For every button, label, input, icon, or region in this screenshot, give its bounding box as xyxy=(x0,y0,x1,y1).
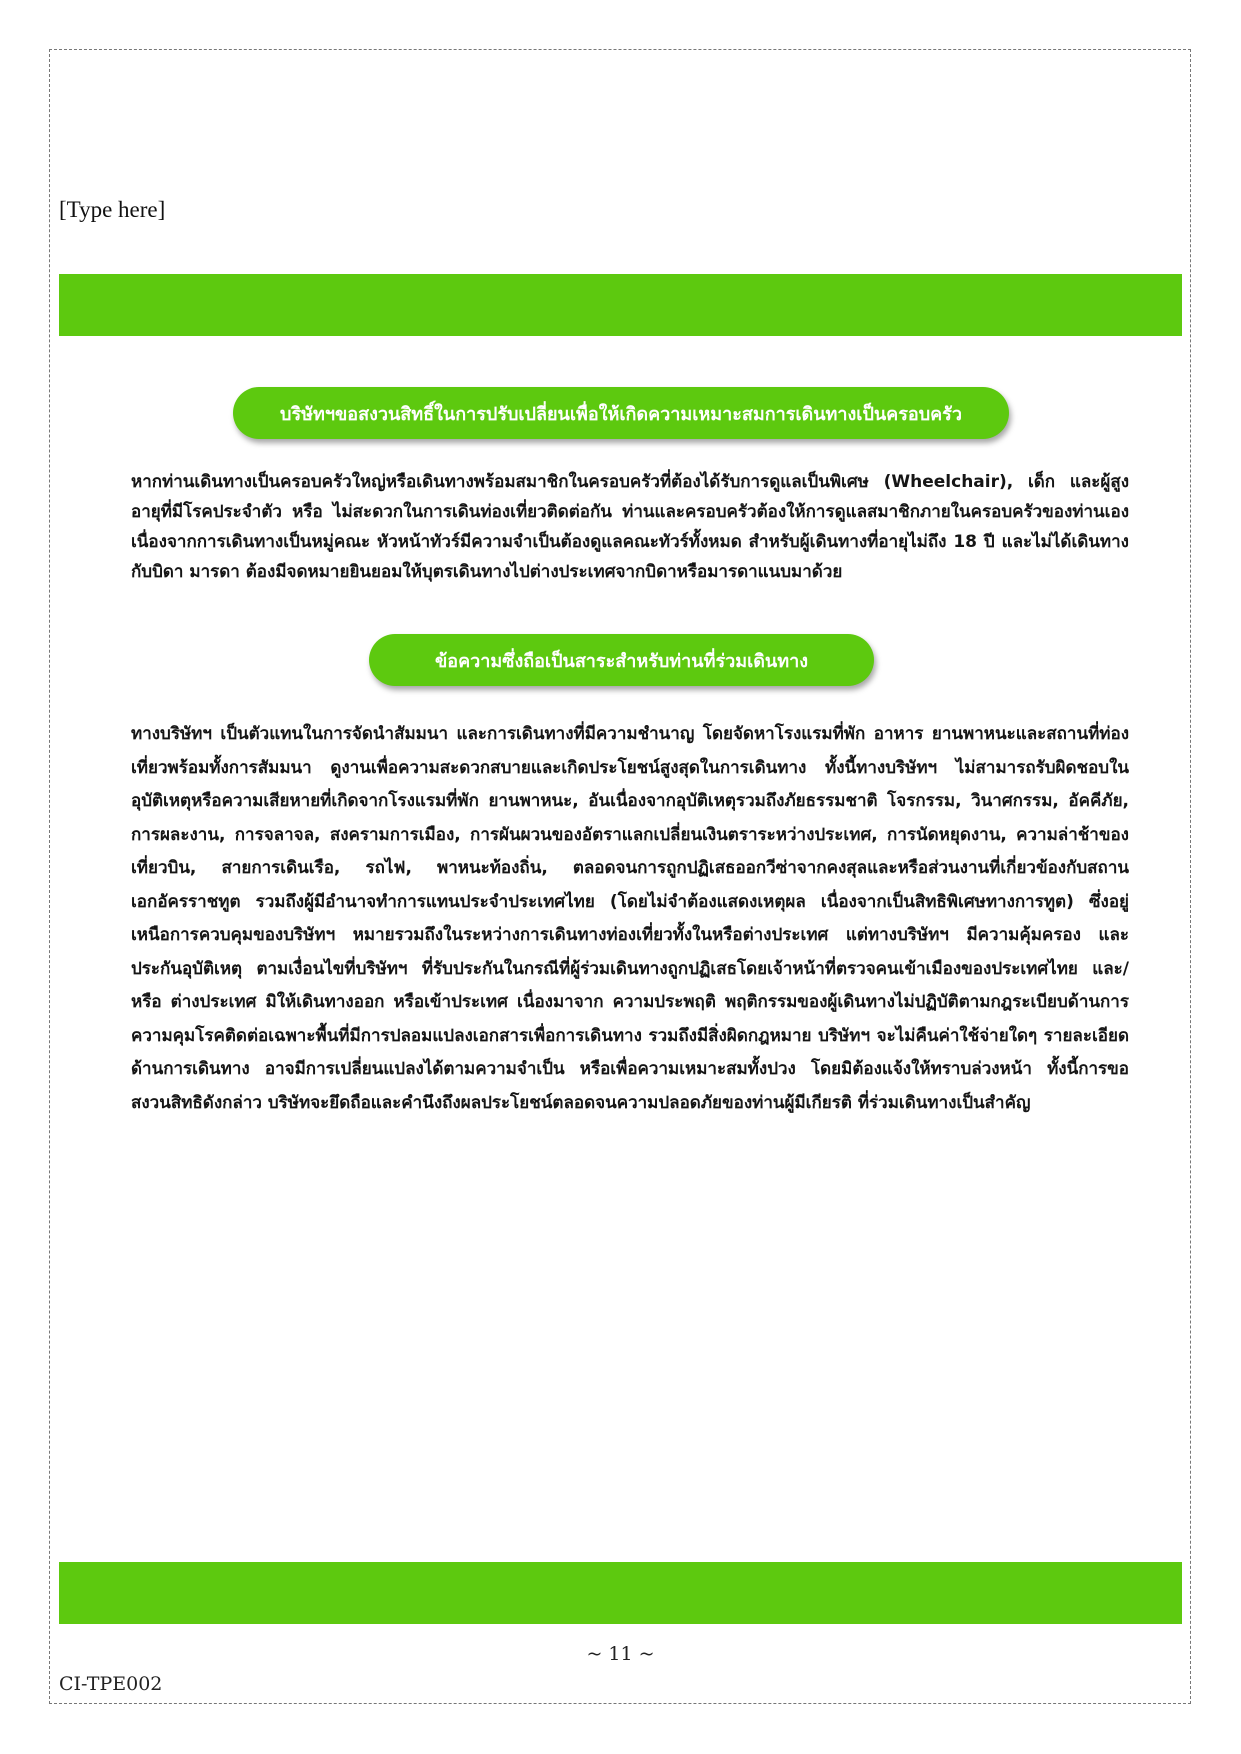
header-placeholder[interactable]: [Type here] xyxy=(59,197,166,222)
section-heading-family-travel: บริษัทฯขอสงวนสิทธิ์ในการปรับเปลี่ยนเพื่อให้เกิดความเหมาะสมการเดินทางเป็นครอบครัว xyxy=(233,387,1009,439)
header-green-bar xyxy=(59,274,1182,336)
page-number: ~ 11 ~ xyxy=(586,1643,655,1665)
footer-green-bar xyxy=(59,1562,1182,1624)
section-body-family-travel: หากท่านเดินทางเป็นครอบครัวใหญ่หรือเดินทางพร้อมสมาชิกในครอบครัวที่ต้องได้รับการดูแลเป็นพิเศษ (Wheelchair), เด็ก และผู้สูงอายุที่มีโรคประจำตัว หรือ ไม่สะดวกในการเดินท่องเที่ยวติดต่อกัน ท่านและครอบครัวต้องให้การดูแลสมาชิกภายในครอบครัวของท่านเอง เนื่องจากการเดินทางเป็นหมู่คณะ หัวหน้าทัวร์มีความจำเป็นต้องดูแลคณะทัวร์ทั้งหมด สำหรับผู้เดินทางที่อายุไม่ถึง 18 ปี และไม่ได้เดินทางกับบิดา มารดา ต้องมีจดหมายยินยอมให้บุตรเดินทางไปต่างประเทศจากบิดาหรือมารดาแนบมาด้วย xyxy=(131,472,1129,582)
section-heading-important-info: ข้อความซึ่งถือเป็นสาระสำหรับท่านที่ร่วมเดินทาง xyxy=(369,634,874,686)
document-code: CI-TPE002 xyxy=(59,1673,163,1695)
section-body-important-info: ทางบริษัทฯ เป็นตัวแทนในการจัดนำสัมมนา และการเดินทางที่มีความชำนาญ โดยจัดหาโรงแรมที่พัก อาหาร ยานพาหนะและสถานที่ท่องเที่ยวพร้อมทั้งการสัมมนา ดูงานเพื่อความสะดวกสบายและเกิดประโยชน์สูงสุดในการเดินทาง ทั้งนี้ทางบริษัทฯ ไม่สามารถรับผิดชอบในอุบัติเหตุหรือความเสียหายที่เกิดจากโรงแรมที่พัก ยานพาหนะ, อันเนื่องจากอุบัติเหตุรวมถึงภัยธรรมชาติ โจรกรรม, วินาศกรรม, อัคคีภัย, การผละงาน, การจลาจล, สงครามการเมือง, การผันผวนของอัตราแลกเปลี่ยนเงินตราระหว่างประเทศ, การนัดหยุดงาน, ความล่าช้าของเที่ยวบิน, สายการเดินเรือ, รถไฟ, พาหนะท้องถิ่น, ตลอดจนการถูกปฏิเสธออกวีซ่าจากคงสุลและหรือส่วนงานที่เกี่ยวข้องกับสถานเอกอัครราชทูต รวมถึงผู้มีอำนาจทำการแทนประจำประเทศไทย (โดยไม่จำต้องแสดงเหตุผล เนื่องจากเป็นสิทธิพิเศษทางการทูต) ซึ่งอยู่เหนือการควบคุมของบริษัทฯ หมายรวมถึงในระหว่างการเดินทางท่องเที่ยวทั้งในหรือต่างประเทศ แต่ทางบริษัทฯ มีความคุ้มครอง และประกันอุบัติเหตุ ตามเงื่อนไขที่บริษัทฯ ที่รับประกันในกรณีที่ผู้ร่วมเดินทางถูกปฏิเสธโดยเจ้าหน้าที่ตรวจคนเข้าเมืองของประเทศไทย และ/หรือ ต่างประเทศ มิให้เดินทางออก หรือเข้าประเทศ เนื่องมาจาก ความประพฤติ พฤติกรรมของผู้เดินทางไม่ปฏิบัติตามกฎระเบียบด้านการความคุมโรคติดต่อเฉพาะพื้นที่มีการปลอมแปลงเอกสารเพื่อการเดินทาง รวมถึงมีสิ่งผิดกฎหมาย บริษัทฯ จะไม่คืนค่าใช้จ่ายใดๆ รายละเอียดด้านการเดินทาง อาจมีการเปลี่ยนแปลงได้ตามความจำเป็น หรือเพื่อความเหมาะสมทั้งปวง โดยมิต้องแจ้งให้ทราบล่วงหน้า ทั้งนี้การขอสงวนสิทธิดังกล่าว บริษัทจะยึดถือและคำนึงถึงผลประโยชน์ตลอดจนความปลอดภัยของท่านผู้มีเกียรติ ที่ร่วมเดินทางเป็นสำคัญ xyxy=(131,724,1129,1113)
